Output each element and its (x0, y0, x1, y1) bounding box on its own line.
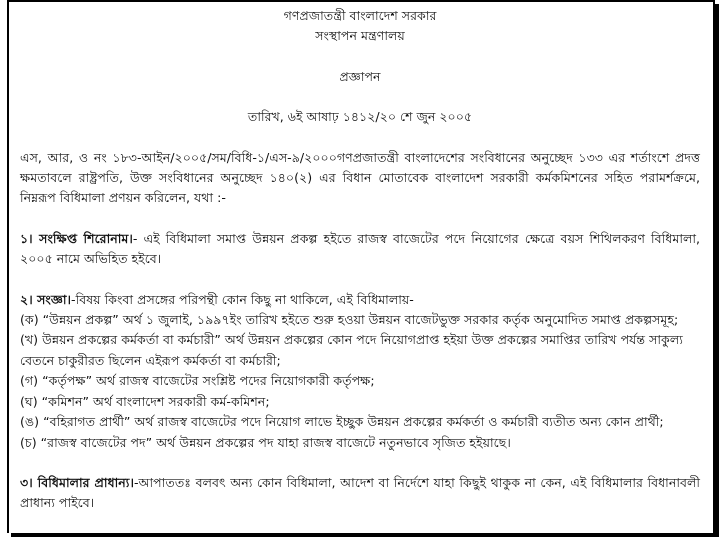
notice-title: প্রজ্ঞাপন (339, 68, 381, 84)
section-1-title: সংক্ষিপ্ত শিরোনাম। (39, 230, 133, 246)
section-2-title: সংজ্ঞা। (37, 291, 72, 307)
section-3-number: ৩। (20, 474, 33, 490)
section-2 (20, 290, 700, 310)
preamble-paragraph: এস, আর, ও নং ১৮৩-আইন/২০০৫/সম/বিধি-১/এস-৯/২০০০গণপ্রজাতন্ত্রী বাংলাদেশের সংবিধানের অনুচ্ছেদ ১৩৩ এর শর্তাংশে প্রদত্ত ক্ষমতাবলে রাষ্ট্রপতি, উক্ত সংবিধানের অনুচ্ছেদ ১৪০(২) এর বিধান মোতাবেক বাংলাদেশ সরকারী কর্মকমিশনের সহিত পরামর্শক্রমে, নিম্নরূপ বিধিমালা প্রণয়ন করিলেন, যথা :- (20, 149, 700, 206)
section-1-heading (20, 231, 133, 246)
section-2-text: -বিষয় কিংবা প্রসঙ্গের পরিপন্থী কোন কিছু না থাকিলে, এই বিধিমালায়- (71, 291, 414, 307)
clause-umo: (ঙ) “বহিরাগত প্রার্থী” অর্থ রাজস্ব বাজেটের পদে নিয়োগ লাভে ইচ্ছুক উন্নয়ন প্রকল্পের কর্মকর্তা ও কর্মচারী ব্যতীত অন্য কোন প্রার্থী; (20, 414, 664, 430)
section-1 (20, 229, 700, 270)
clause-ga: (গ) “কর্তৃপক্ষ” অর্থ রাজস্ব বাজেটের সংশ্লিষ্ট পদের নিয়োগকারী কর্তৃপক্ষ; (20, 373, 375, 389)
section-2-heading (20, 292, 71, 307)
clause-gha: (ঘ) “কমিশন” অর্থ বাংলাদেশ সরকারী কর্ম-কমিশন; (20, 393, 270, 409)
government-name: গণপ্রজাতন্ত্রী বাংলাদেশ সরকার (283, 8, 437, 23)
clause-cha: (চ) “রাজস্ব বাজেটের পদ” অর্থ উন্নয়ন প্রকল্পের পদ যাহা রাজস্ব বাজেটে নতুনভাবে সৃজিত হইয়াছে। (20, 434, 511, 450)
clause-ka: (ক) “উন্নয়ন প্রকল্প” অর্থ ১ জুলাই, ১৯৯৭ইং তারিখ হইতে শুরু হওয়া উন্নয়ন বাজেটভুক্ত সরকার কর্তৃক অনুমোদিত সমাপ্ত প্রকল্পসমূহ; (20, 312, 679, 328)
section-1-number: ১। (20, 230, 33, 246)
section-3 (20, 473, 700, 514)
notice-date: তারিখ, ৬ই আষাঢ় ১৪১২/২০ শে জুন ২০০৫ (247, 109, 473, 125)
clause-kha: (খ) উন্নয়ন প্রকল্পের কর্মকর্তা বা কর্মচারী” অর্থ উন্নয়ন প্রকল্পের কোন পদে নিয়োগপ্রাপ্ত হইয়া উক্ত প্রকল্পের সমাপ্তির তারিখ পর্যন্ত সাকুল্য বেতনে চাকুরীরত ছিলেন এইরূপ কর্মকর্তা বা কর্মচারী; (20, 332, 683, 368)
section-3-heading (20, 475, 134, 490)
section-2-number: ২। (20, 291, 33, 307)
ministry-name: সংস্থাপন মন্ত্রণালয় (315, 28, 405, 44)
section-1-text: - এই বিধিমালা সমাপ্ত উন্নয়ন প্রকল্প হইতে রাজস্ব বাজেটের পদে নিয়োগের ক্ষেত্রে বয়স শিথিলকরণ বিধিমালা, ২০০৫ নামে অভিহিত হইবে। (20, 230, 701, 267)
gazette-document (20, 6, 700, 514)
section-3-title: বিধিমালার প্রাধান্য। (37, 474, 134, 490)
section-3-text: -আপাততঃ বলবৎ অন্য কোন বিধিমালা, আদেশ বা নির্দেশে যাহা কিছুই থাকুক না কেন, এই বিধিমালার বিধানাবলী প্রাধান্য পাইবে। (20, 474, 701, 511)
